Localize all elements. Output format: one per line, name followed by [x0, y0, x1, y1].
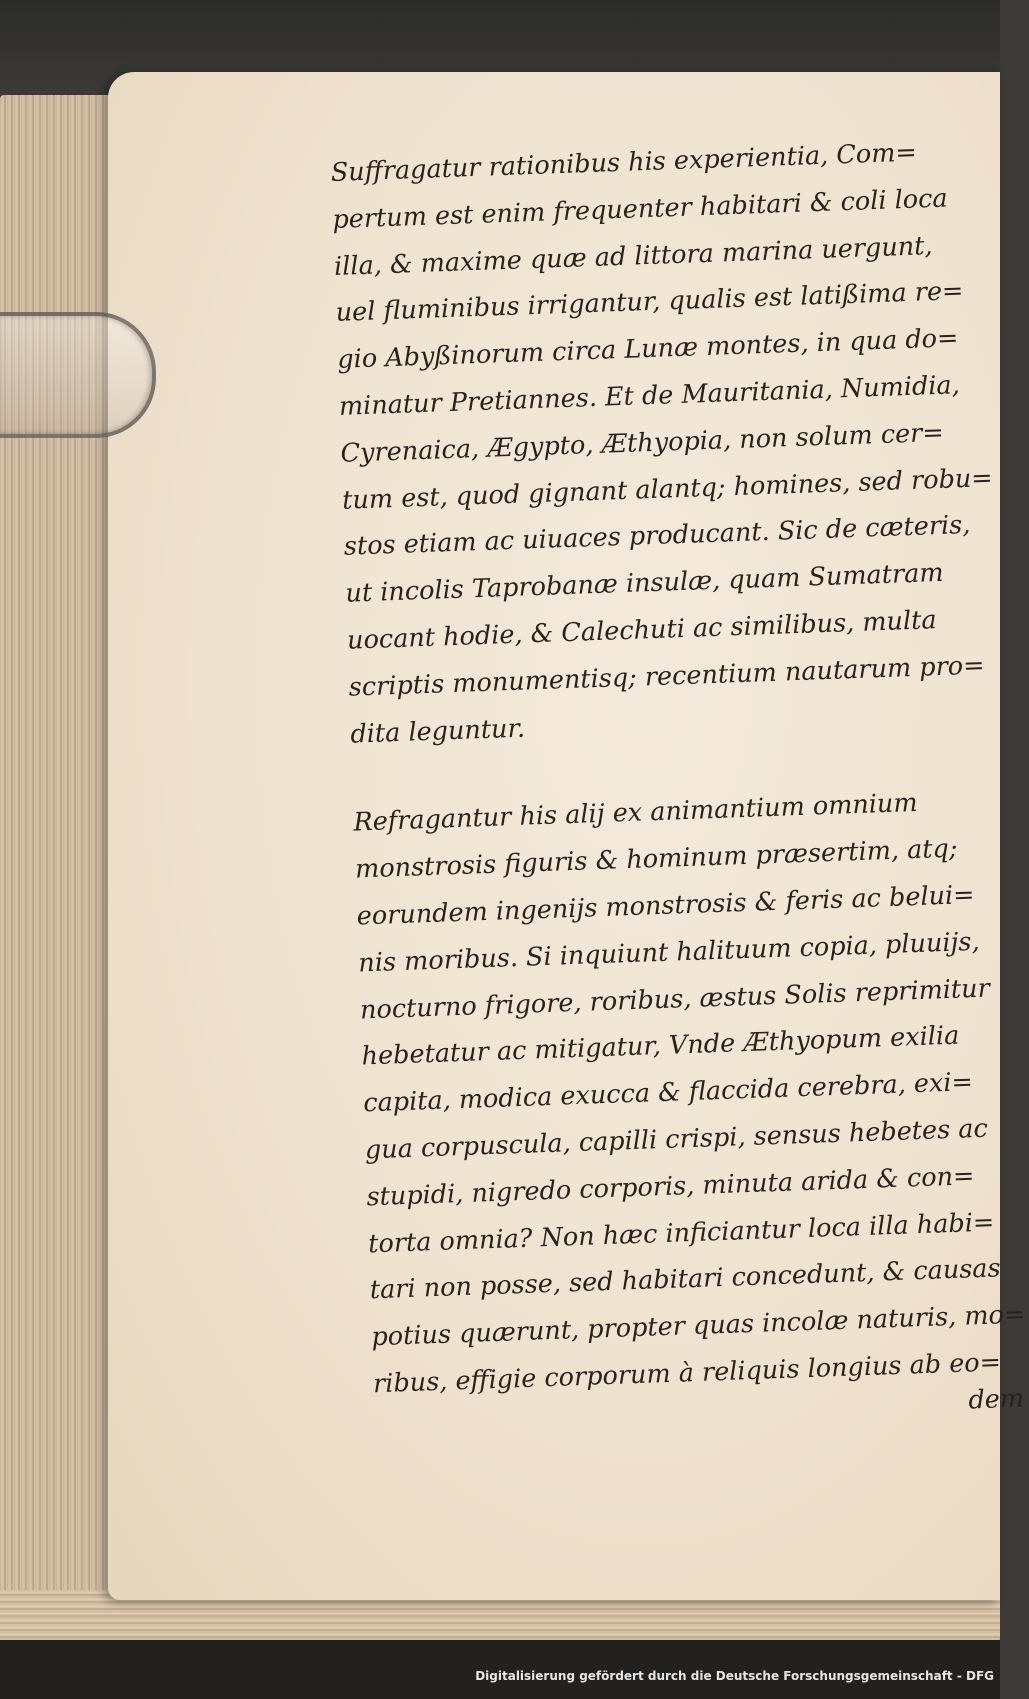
text-line: nis moribus. Si inquiunt halituum copia, pluuijs, — [357, 926, 981, 979]
text-line: scriptis monumentisq; recentium nautarum pro= — [348, 650, 985, 703]
text-line: uel fluminibus irrigantur, qualis est latißima re= — [335, 276, 964, 329]
text-line: hebetatur ac mitigatur, Vnde Æthyopum exilia — [361, 1020, 960, 1072]
text-line: Refragantur his alij ex animantium omnium — [352, 788, 919, 838]
digitization-credit: Digitalisierung gefördert durch die Deutsche Forschungsgemeinschaft - DFG — [475, 1669, 994, 1683]
text-line: illa, & maxime quæ ad littora marina uergunt, — [333, 230, 934, 282]
text-line: stupidi, nigredo corporis, minuta arida & con= — [366, 1160, 975, 1213]
text-line: gua corpuscula, capilli crispi, sensus hebetes ac — [364, 1113, 989, 1166]
text-line: capita, modica exucca & flaccida cerebra, exi= — [362, 1067, 974, 1119]
text-line: minatur Pretiannes. Et de Mauritania, Numidia, — [338, 370, 961, 422]
paragraph-1 — [330, 127, 1001, 758]
text-line: stos etiam ac uiuaces producant. Sic de cæteris, — [343, 510, 971, 563]
text-line: ut incolis Taprobanæ insulæ, quam Sumatram — [344, 558, 945, 609]
text-line: Suffragatur rationibus his experientia, Com= — [330, 137, 918, 188]
text-line: ribus, effigie corporum à reliquis longius ab eo= — [372, 1347, 1002, 1400]
text-line: pertum est enim frequenter habitari & coli loca — [331, 183, 949, 235]
catchword: dem — [967, 1383, 1025, 1416]
text-line: uocant hodie, & Calechuti ac similibus, multa — [346, 605, 938, 656]
text-line: gio Abyßinorum circa Lunæ montes, in qua do= — [336, 323, 959, 376]
text-line: monstrosis figuris & hominum præsertim, atq; — [354, 833, 958, 885]
text-line: tari non posse, sed habitari concedunt, & causas — [369, 1253, 1002, 1306]
text-line: dita leguntur. — [349, 713, 526, 750]
text-line: nocturno frigore, roribus, æstus Solis reprimitur — [359, 973, 991, 1026]
page-text — [330, 127, 1025, 1436]
page-clip — [0, 312, 156, 438]
paragraph-2 — [353, 777, 1024, 1408]
text-line: potius quærunt, propter quas incolæ naturis, mo= — [370, 1299, 1026, 1353]
text-line: eorundem ingenijs monstrosis & feris ac belui= — [356, 879, 976, 932]
text-line: tum est, quod gignant alantq; homines, sed robu= — [341, 462, 994, 516]
text-line: torta omnia? Non hæc inficiantur loca illa habi= — [367, 1207, 995, 1259]
text-line: Cyrenaica, Ægypto, Æthyopia, non solum cer= — [340, 417, 945, 469]
